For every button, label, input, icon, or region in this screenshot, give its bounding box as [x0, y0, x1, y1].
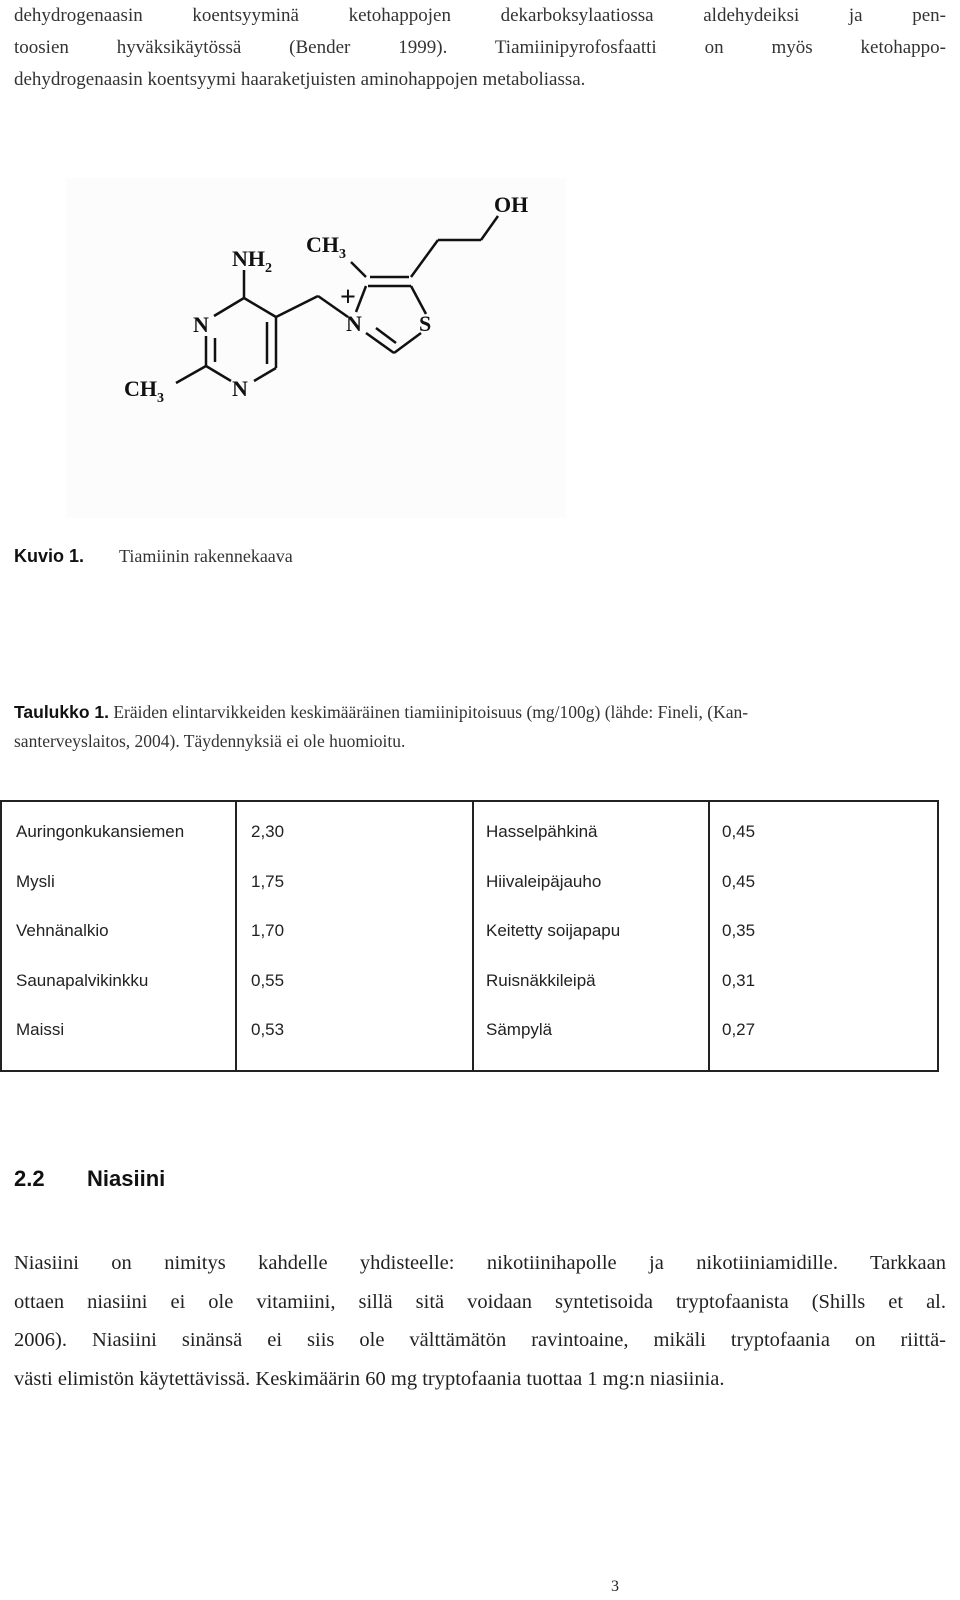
table-cell-value: 0,31 [722, 970, 756, 990]
table-cell-value: 0,55 [251, 970, 285, 990]
body-line: 2006). Niasiini sinänsä ei siis ole välttämätön ravintoaine, mikäli tryptofaania on riittä- [14, 1329, 946, 1351]
table-column-value-left [236, 801, 473, 1071]
table-cell-food: Saunapalvikinkku [16, 970, 149, 990]
n-left-label: N [193, 312, 209, 337]
body-line: Niasiini on nimitys kahdelle yhdisteelle: nikotiinihapolle ja nikotiiniamidille. Tarkkaan [14, 1252, 946, 1274]
table-cell-food: Vehnänalkio [16, 921, 109, 940]
table-cell-value: 0,45 [722, 871, 756, 891]
table-cell-value: 0,35 [722, 921, 756, 940]
table-column-food-right [473, 801, 709, 1071]
table-column-food-left [1, 801, 236, 1071]
ch3-bottom-label: $CH_3$ [124, 376, 164, 406]
intro-line: dehydrogenaasin koentsyymi haaraketjuisten aminohappojen metaboliassa. [14, 69, 586, 90]
table-caption-line: santerveyslaitos, 2004). Täydennyksiä ei ole huomioitu. [14, 731, 406, 751]
page-number: 3 [611, 1578, 619, 1595]
table-caption-label: Taulukko 1. [14, 702, 109, 722]
table-cell-value: 1,75 [251, 871, 285, 891]
thiamine-content-table [0, 800, 939, 1072]
table-cell-food: Hasselpähkinä [486, 822, 598, 841]
intro-line: dehydrogenaasin koentsyyminä ketohappojen dekarboksylaatiossa aldehydeiksi ja pen- [14, 5, 946, 26]
n-ring-label: N [346, 311, 362, 336]
table-caption-text: Eräiden elintarvikkeiden keskimääräinen tiamiinipitoisuus (mg/100g) (lähde: Fineli, (Kan- [113, 702, 749, 722]
section-title: Niasiini [87, 1166, 166, 1191]
table-cell-value: 0,27 [722, 1020, 756, 1039]
body-paragraph [14, 1244, 946, 1398]
nh2-label: $NH_2$ [232, 246, 272, 276]
figure-caption [14, 546, 293, 567]
body-line: ottaen niasiini ei ole vitamiini, sillä sitä voidaan syntetisoida tryptofaanista (Shills et al. [14, 1290, 946, 1313]
table-cell-food: Maissi [16, 1020, 65, 1039]
ch3-top-label: $CH_3$ [306, 232, 346, 262]
body-line: västi elimistön käytettävissä. Keskimäärin 60 mg tryptofaania tuottaa 1 mg:n niasiinia. [14, 1367, 725, 1390]
table-cell-food: Ruisnäkkileipä [486, 970, 596, 990]
table-cell-food: Keitetty soijapapu [486, 921, 621, 940]
table-cell-value: 0,53 [251, 1020, 285, 1039]
figure-caption-text: Tiamiinin rakennekaava [119, 546, 293, 566]
n-bottom-label: N [232, 376, 248, 401]
section-number: 2.2 [14, 1166, 45, 1191]
plus-label: + [340, 282, 356, 313]
table-cell-value: 2,30 [251, 822, 285, 841]
intro-line: toosien hyväksikäytössä (Bender 1999). Tiamiinipyrofosfaatti on myös ketohappo- [14, 37, 946, 58]
thiamine-structure-figure [66, 178, 566, 518]
table-column-value-right [709, 801, 938, 1071]
table-cell-value: 1,70 [251, 921, 285, 940]
table-caption [14, 698, 936, 756]
s-ring-label: S [419, 311, 432, 336]
table-caption-line [14, 698, 936, 727]
thiamine-structure-diagram [66, 178, 566, 518]
table-cell-value: 0,45 [722, 822, 756, 841]
table-cell-food: Sämpylä [486, 1020, 553, 1039]
section-heading [14, 1166, 166, 1192]
table-cell-food: Mysli [16, 871, 55, 891]
oh-label: OH [494, 192, 529, 217]
figure-caption-label: Kuvio 1. [14, 546, 85, 566]
table-cell-food: Hiivaleipäjauho [486, 871, 602, 891]
intro-paragraph [14, 0, 946, 96]
table-cell-food: Auringonkukansiemen [16, 822, 185, 841]
